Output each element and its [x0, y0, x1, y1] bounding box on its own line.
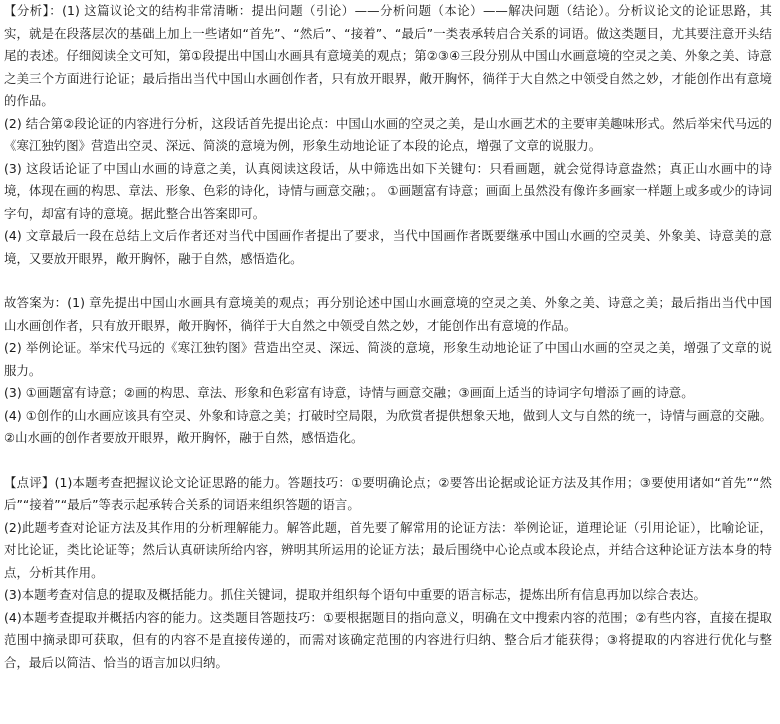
- answer-paragraph-4: (4) ①创作的山水画应该具有空灵、外象和诗意之美；打破时空局限，为欣赏者提供想象天地，做到人文与自然的统一，诗情与画意的交融。②山水画的创作者要放开眼界，敞开胸怀，融于自然，感悟造化。: [4, 407, 772, 445]
- comment-paragraph-2: (2)此题考查对论证方法及其作用的分析理解能力。解答此题，首先要了解常用的论证方法：举例论证，道理论证（引用论证），比喻论证，对比论证，类比论证等；然后认真研读所给内容，辨明其所运用的论证方法；最后围绕中心论点或本段论点，并结合这种论证方法本身的特点，分析其作用。: [4, 519, 772, 580]
- section-spacer: [4, 450, 772, 472]
- answer-paragraph-3: (3) ①画题富有诗意；②画的构思、章法、形象和色彩富有诗意，诗情与画意交融；③画面上适当的诗词字句增添了画的诗意。: [4, 385, 694, 400]
- answer-paragraph-2: (2) 举例论证。举宋代马远的《寒江独钓图》营造出空灵、深远、简淡的意境，形象生动地论证了中国山水画的空灵之美，增强了文章的说服力。: [4, 340, 772, 378]
- comment-paragraph-4: (4)本题考查提取并概括内容的能力。这类题目答题技巧：①要根据题目的指向意义，明确在文中搜索内容的范围；②有些内容，直接在提取范围中摘录即可获取，但有的内容不是直接传递的，而需对该确定范围的内容进行归纳、整合后才能获得；③将提取的内容进行优化与整合，最后以简洁、恰当的语言加以归纳。: [4, 609, 772, 670]
- analysis-paragraph-3: (3) 这段话论证了中国山水画的诗意之美，认真阅读这段话，从中筛选出如下关键句：只看画题，就会觉得诗意盎然；真正山水画中的诗境，体现在画的构思、章法、形象、色彩的诗化，诗情与画意交融；。 ①画题富有诗意；画面上虽然没有像许多画家一样题上或多或少的诗词字句，却富有诗的意境。据此整合出答案即可。: [4, 160, 772, 221]
- comment-paragraph-3: (3)本题考查对信息的提取及概括能力。抓住关键词，提取并组织每个语句中重要的语言标志，提炼出所有信息再加以综合表达。: [4, 587, 706, 602]
- answer-paragraph-1: 故答案为：(1) 章先提出中国山水画具有意境美的观点；再分别论述中国山水画意境的空灵之美、外象之美、诗意之美；最后指出当代中国山水画创作者，只有放开眼界，敞开胸怀，徜徉于大自然之中领受自然之妙，才能创作出有意境的作品。: [4, 295, 772, 333]
- comment-paragraph-1: 【点评】(1)本题考查把握议论文论证思路的能力。答题技巧：①要明确论点；②要答出论据或论证方法及其作用；③要使用诸如“首先”“然后”“接着”“最后”等表示起承转合关系的词语来组织答题的语言。: [4, 474, 772, 512]
- analysis-paragraph-2: (2) 结合第②段论证的内容进行分析，这段话首先提出论点：中国山水画的空灵之美，是山水画艺术的主要审美趣味形式。然后举宋代马远的《寒江独钓图》营造出空灵、深远、简淡的意境为例，形象生动地论证了本段的论点，增强了文章的说服力。: [4, 115, 772, 153]
- analysis-paragraph-1: 【分析】：(1) 这篇议论文的结构非常清晰：提出问题（引论）——分析问题（本论）——解决问题（结论）。分析议论文的论证思路，其实，就是在段落层次的基础上加上一些诸如“首先”、“然后”、“接着”、“最后”一类表承转启合关系的词语。做这类题目，尤其要注意开头结尾的表述。仔细阅读全文可知，第①段提出中国山水画具有意境美的观点；第②③④三段分别从中国山水画意境的空灵之美、外象之美、诗意之美三个方面进行论证；最后指出当代中国山水画创作者，只有放开眼界，敞开胸怀，徜徉于大自然之中领受自然之妙，才能创作出有意境的作品。: [4, 3, 772, 108]
- section-spacer: [4, 270, 772, 292]
- analysis-section: [4, 0, 772, 270]
- analysis-paragraph-4: (4) 文章最后一段在总结上文后作者还对当代中国画作者提出了要求，当代中国画作者既要继承中国山水画的空灵美、外象美、诗意美的意境，又要放开眼界，敞开胸怀，融于自然，感悟造化。: [4, 228, 772, 266]
- comment-section: [4, 472, 772, 675]
- answer-section: [4, 292, 772, 450]
